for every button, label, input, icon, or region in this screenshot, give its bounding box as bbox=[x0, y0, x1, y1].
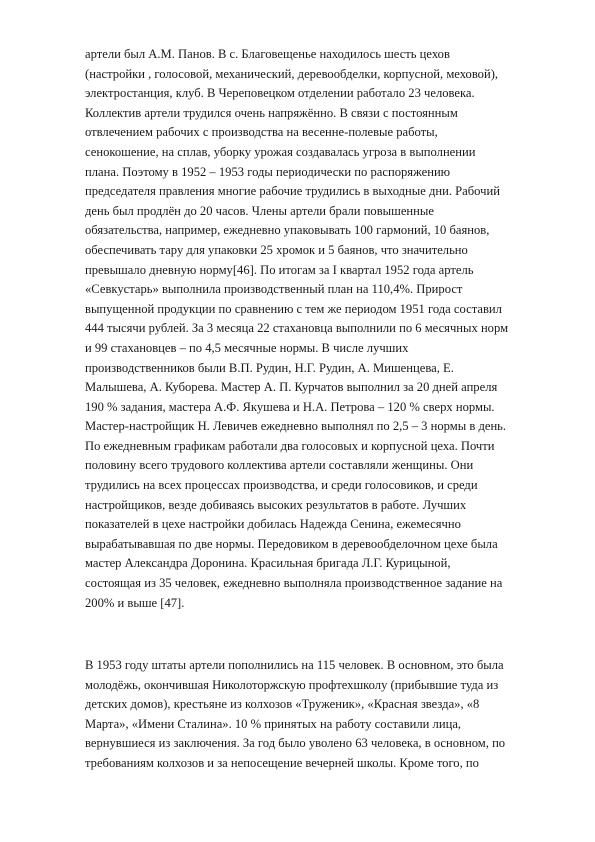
text-line: день был продлён до 20 часов. Члены артели брали повышенные bbox=[85, 203, 434, 218]
text-line: Малышева, А. Куборева. Мастер А. П. Курчатов выполнил за 20 дней апреля bbox=[85, 380, 498, 395]
text-line: Мастер-настройщик Н. Левичев ежедневно выполнял по 2,5 – 3 нормы в день. bbox=[85, 419, 507, 434]
text-line: «Севкустарь» выполнила производственный план на 110,4%. Прирост bbox=[85, 282, 463, 297]
text-line: электростанция, клуб. В Череповецком отделении работало 23 человека. bbox=[85, 86, 475, 101]
text-line: настройщиков, везде добиваясь высоких результатов в работе. Лучших bbox=[85, 497, 467, 512]
text-line: половину всего трудового коллектива артели составляли женщины. Они bbox=[85, 458, 474, 473]
text-line: 444 тысячи рублей. За 3 месяца 22 стахановца выполнили по 6 месячных норм bbox=[85, 321, 509, 336]
text-line: Коллектив артели трудился очень напряжённо. В связи с постоянным bbox=[85, 105, 458, 120]
text-line: председателя правления многие рабочие трудились в выходные дни. Рабочий bbox=[85, 184, 500, 199]
text-line: плана. Поэтому в 1952 – 1953 годы периодически по распоряжению bbox=[85, 164, 451, 179]
text-line: требованиям колхозов и за непосещение вечерней школы. Кроме того, по bbox=[85, 755, 479, 770]
text-line: показателей в цехе настройки добилась Надежда Сенина, ежемесячно bbox=[85, 517, 461, 532]
text-line: вырабатывавшая по две нормы. Передовиком в деревообделочном цехе была bbox=[85, 536, 498, 551]
text-line: (настройки , голосовой, механический, деревообделки, корпусной, меховой), bbox=[85, 66, 499, 81]
text-line: детских домов), крестьяне из колхозов «Труженик», «Красная звезда», «8 bbox=[85, 697, 480, 712]
text-line: производственников были В.П. Рудин, Н.Г. Рудин, А. Мишенцева, Е. bbox=[85, 360, 454, 375]
paragraph-2 bbox=[85, 656, 525, 774]
text-line: превышало дневную норму[46]. По итогам за I квартал 1952 года артель bbox=[85, 262, 474, 277]
text-line: 200% и выше [47]. bbox=[85, 595, 185, 610]
text-line: В 1953 году штаты артели пополнились на 115 человек. В основном, это была bbox=[85, 658, 504, 672]
text-line: артели был А.М. Панов. В с. Благовещенье находилось шесть цехов bbox=[85, 47, 450, 61]
text-line: Марта», «Имени Сталина». 10 % принятых на работу составили лица, bbox=[85, 716, 462, 731]
text-line: отвлечением рабочих с производства на весенне-полевые работы, bbox=[85, 125, 438, 140]
text-line: состоящая из 35 человек, ежедневно выполняла производственное задание на bbox=[85, 576, 503, 591]
text-line: 190 % задания, мастера А.Ф. Якушева и Н.А. Петрова – 120 % сверх нормы. bbox=[85, 399, 495, 414]
text-line: вернувшиеся из заключения. За год было уволено 63 человека, в основном, по bbox=[85, 736, 506, 751]
text-line: сенокошение, на сплав, уборку урожая создавалась угроза в выполнении bbox=[85, 144, 476, 159]
text-line: мастер Александра Доронина. Красильная бригада Л.Г. Курицыной, bbox=[85, 556, 451, 571]
text-line: трудились на всех процессах производства, и среди голосовиков, и среди bbox=[85, 478, 478, 493]
text-line: По ежедневным графикам работали два голосовых и корпусной цеха. Почти bbox=[85, 438, 495, 453]
text-line: обязательства, например, ежедневно упаковывать 100 гармоний, 10 баянов, bbox=[85, 223, 490, 238]
paragraph-1 bbox=[85, 45, 525, 613]
text-line: обеспечивать тару для упаковки 25 хромок и 5 баянов, что значительно bbox=[85, 242, 468, 257]
text-line: молодёжь, окончившая Николоторжскую профтехшколу (прибывшие туда из bbox=[85, 677, 499, 692]
text-line: выпущенной продукции по сравнению с тем же периодом 1951 года составил bbox=[85, 301, 502, 316]
text-line: и 99 стахановцев – по 4,5 месячные нормы. В числе лучших bbox=[85, 340, 409, 355]
